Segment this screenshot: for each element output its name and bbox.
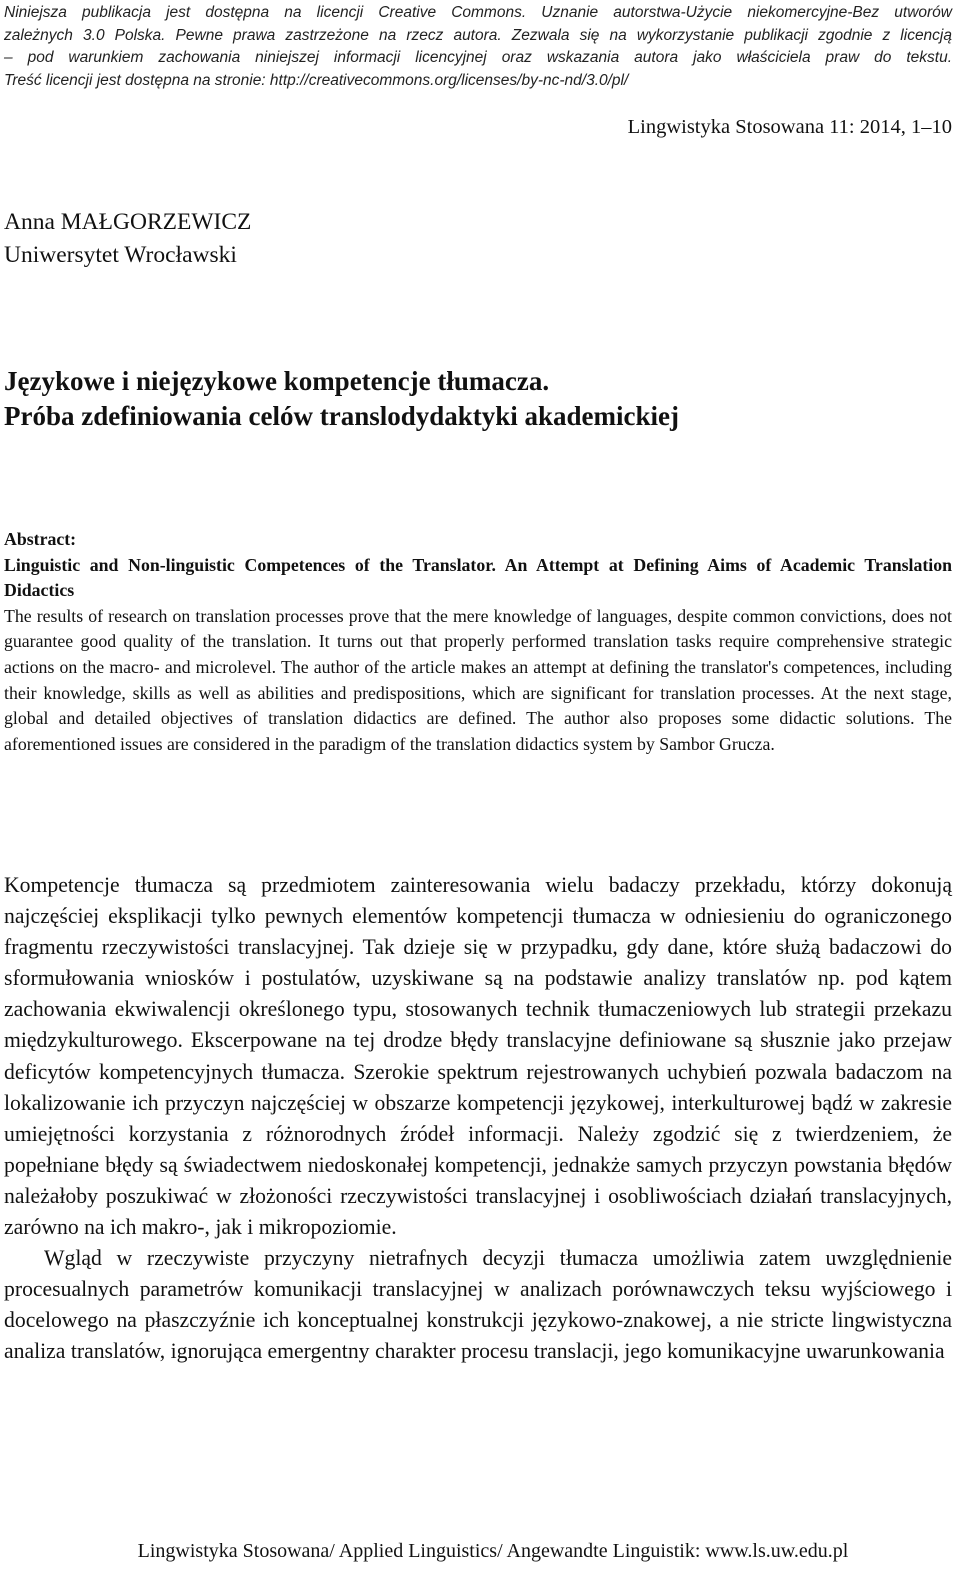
- abstract-english-title: Linguistic and Non-linguistic Competences of the Translator. An Attempt at Defining Aims of Academic Translation Didactics: [4, 554, 952, 601]
- author-affiliation: Uniwersytet Wrocławski: [4, 242, 237, 268]
- journal-citation: Lingwistyka Stosowana 11: 2014, 1–10: [627, 116, 952, 138]
- article-body: [4, 870, 952, 1368]
- article-title: [4, 364, 952, 434]
- body-paragraph-2: Wgląd w rzeczywiste przyczyny nietrafnych decyzji tłumacza umożliwia zatem uwzględnienie procesualnych parametrów komunikacji translacyjnej w analizach porównawczych teksu wyjściowego i docelowego na płaszczyźnie ich konceptualnej konstrukcji językowo-znakowej, a nie stricte lingwistyczna analiza translatów, ignorująca emergentny charakter procesu translacji, jego komunikacyjne uwarunkowania: [4, 1246, 952, 1364]
- license-notice: [4, 2, 952, 92]
- title-line-1: Językowe i niejęzykowe kompetencje tłumacza.: [4, 366, 550, 396]
- page-footer: Lingwistyka Stosowana/ Applied Linguistics/ Angewandte Linguistik: www.ls.uw.edu.pl: [137, 1540, 849, 1562]
- author-name: [4, 206, 251, 239]
- author-first-name: Anna: [4, 209, 55, 235]
- abstract: [4, 527, 952, 757]
- license-line-2: zależnych 3.0 Polska. Pewne prawa zastrzeżone na rzecz autora. Zezwala się na wykorzystanie publikacji zgodnie z licencją: [4, 26, 952, 44]
- abstract-heading: Abstract:: [4, 529, 77, 549]
- title-line-2: Próba zdefiniowania celów translodydaktyki akademickiej: [4, 401, 680, 431]
- license-line-3: – pod warunkiem zachowania niniejszej informacji licencyjnej oraz wskazania autora jako właściciela praw do tekstu.: [4, 49, 952, 66]
- author-block: [4, 206, 251, 272]
- license-line-1: Niniejsza publikacja jest dostępna na licencji Creative Commons. Uznanie autorstwa-Użycie niekomercyjne-Bez utworów: [4, 4, 952, 21]
- author-last-name: MAŁGORZEWICZ: [60, 209, 252, 235]
- license-line-4: Treść licencji jest dostępna na stronie: http://creativecommons.org/licenses/by-nc-nd/3.0/pl/: [4, 71, 629, 89]
- abstract-text: The results of research on translation processes prove that the mere knowledge of languages, despite common convictions, does not guarantee good quality of the translation. It turns out that properly performed translation tasks require comprehensive strategic actions on the macro- and microlevel. The author of the article makes an attempt at defining the translator's competences, including their knowledge, skills as well as abilities and predispositions, which are significant for translation processes. At the next stage, global and detailed objectives of translation didactics are defined. The author also proposes some didactic solutions. The aforementioned issues are considered in the paradigm of the translation didactics system by Sambor Grucza.: [4, 605, 952, 754]
- body-paragraph-1: Kompetencje tłumacza są przedmiotem zainteresowania wielu badaczy przekładu, którzy dokonują najczęściej eksplikacji tylko pewnych elementów kompetencji tłumacza w odniesieniu do ograniczonego fragmentu rzeczywistości translacyjnej. Tak dzieje się w przypadku, gdy dane, które służą badaczowi do sformułowania wniosków i postulatów, uzyskiwane są na podstawie analizy translatów np. pod kątem zachowania ekwiwalencji określonego typu, stosowanych technik tłumaczeniowych lub strategii przekazu międzykulturowego. Ekscerpowane na tej drodze błędy translacyjne definiowane są słusznie jako przejaw deficytów kompetencyjnych tłumacza. Szerokie spektrum rejestrowanych uchybień pozwala badaczom na lokalizowanie ich przyczyn najczęściej w obszarze kompetencji językowej, interkulturowej bądź w zakresie umiejętności korzystania z różnorodnych źródeł informacji. Należy zgodzić się z twierdzeniem, że popełniane błędy są świadectwem niedoskonałej kompetencji, jednakże samych przyczyn powstania błędów należałoby poszukiwać w złożoności rzeczywistości translacyjnej i osobliwościach działań translacyjnych, zarówno na ich makro-, jak i mikropoziomie.: [4, 873, 952, 1240]
